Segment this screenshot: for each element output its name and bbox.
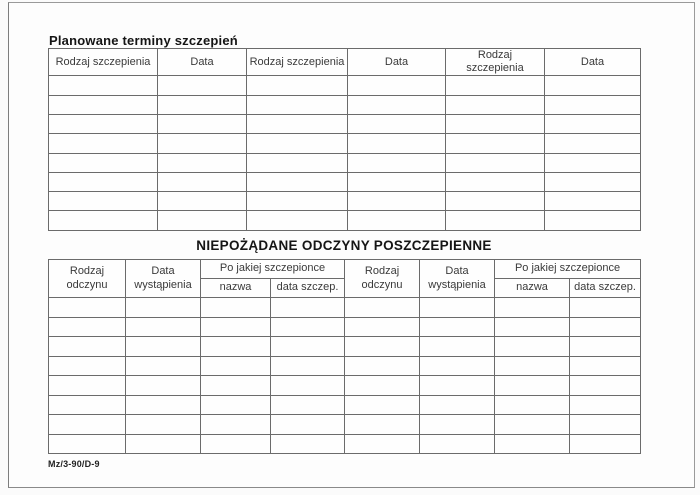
table-row bbox=[49, 192, 641, 211]
empty-cell bbox=[420, 356, 495, 376]
empty-cell bbox=[126, 434, 201, 454]
adverse-table-body bbox=[49, 298, 641, 454]
empty-cell bbox=[201, 395, 271, 415]
empty-cell bbox=[495, 298, 570, 318]
adverse-reactions-table bbox=[48, 259, 641, 454]
empty-cell bbox=[420, 415, 495, 435]
empty-cell bbox=[348, 114, 446, 133]
subcol-header-vaccine-name: nazwa bbox=[201, 279, 271, 298]
group-header-after-vaccine: Po jakiej szczepionce bbox=[495, 260, 641, 279]
planned-vaccinations-table bbox=[48, 48, 641, 231]
empty-cell bbox=[446, 153, 545, 172]
table-row bbox=[49, 356, 641, 376]
table-row bbox=[49, 395, 641, 415]
empty-cell bbox=[201, 434, 271, 454]
empty-cell bbox=[345, 395, 420, 415]
empty-cell bbox=[247, 95, 348, 114]
empty-cell bbox=[126, 317, 201, 337]
empty-cell bbox=[495, 356, 570, 376]
empty-cell bbox=[49, 298, 126, 318]
empty-cell bbox=[49, 376, 126, 396]
empty-cell bbox=[158, 76, 247, 95]
empty-cell bbox=[247, 114, 348, 133]
empty-cell bbox=[201, 415, 271, 435]
empty-cell bbox=[420, 376, 495, 396]
empty-cell bbox=[158, 95, 247, 114]
empty-cell bbox=[348, 76, 446, 95]
col-header-reaction-type: Rodzaj odczynu bbox=[345, 260, 420, 298]
empty-cell bbox=[348, 192, 446, 211]
empty-cell bbox=[49, 76, 158, 95]
table-row bbox=[49, 95, 641, 114]
empty-cell bbox=[570, 298, 641, 318]
empty-cell bbox=[420, 337, 495, 357]
empty-cell bbox=[49, 172, 158, 191]
empty-cell bbox=[247, 134, 348, 153]
empty-cell bbox=[247, 153, 348, 172]
empty-cell bbox=[49, 153, 158, 172]
empty-cell bbox=[570, 434, 641, 454]
empty-cell bbox=[49, 356, 126, 376]
empty-cell bbox=[348, 95, 446, 114]
empty-cell bbox=[446, 76, 545, 95]
empty-cell bbox=[570, 415, 641, 435]
empty-cell bbox=[345, 317, 420, 337]
empty-cell bbox=[570, 356, 641, 376]
table-row bbox=[49, 153, 641, 172]
empty-cell bbox=[446, 114, 545, 133]
subcol-header-vaccine-date: data szczep. bbox=[271, 279, 345, 298]
empty-cell bbox=[446, 172, 545, 191]
table-row bbox=[49, 337, 641, 357]
empty-cell bbox=[545, 192, 641, 211]
empty-cell bbox=[345, 376, 420, 396]
empty-cell bbox=[126, 376, 201, 396]
table-row bbox=[49, 415, 641, 435]
empty-cell bbox=[49, 415, 126, 435]
empty-cell bbox=[49, 211, 158, 230]
empty-cell bbox=[126, 395, 201, 415]
col-header-date: Data bbox=[158, 49, 247, 76]
table-row bbox=[49, 434, 641, 454]
empty-cell bbox=[348, 134, 446, 153]
empty-cell bbox=[345, 337, 420, 357]
empty-cell bbox=[49, 395, 126, 415]
empty-cell bbox=[49, 134, 158, 153]
empty-cell bbox=[49, 114, 158, 133]
empty-cell bbox=[495, 434, 570, 454]
empty-cell bbox=[570, 317, 641, 337]
empty-cell bbox=[420, 317, 495, 337]
empty-cell bbox=[201, 376, 271, 396]
empty-cell bbox=[158, 114, 247, 133]
col-header-reaction-type: Rodzaj odczynu bbox=[49, 260, 126, 298]
empty-cell bbox=[126, 415, 201, 435]
empty-cell bbox=[247, 172, 348, 191]
empty-cell bbox=[158, 192, 247, 211]
table-row bbox=[49, 317, 641, 337]
empty-cell bbox=[348, 172, 446, 191]
empty-cell bbox=[545, 153, 641, 172]
group-header-after-vaccine: Po jakiej szczepionce bbox=[201, 260, 345, 279]
col-header-occurrence-date: Data wystąpienia bbox=[126, 260, 201, 298]
col-header-vaccination-type: Rodzaj szczepienia bbox=[49, 49, 158, 76]
empty-cell bbox=[545, 76, 641, 95]
empty-cell bbox=[247, 192, 348, 211]
empty-cell bbox=[345, 415, 420, 435]
table-row bbox=[49, 134, 641, 153]
empty-cell bbox=[158, 172, 247, 191]
empty-cell bbox=[271, 337, 345, 357]
empty-cell bbox=[158, 153, 247, 172]
empty-cell bbox=[345, 298, 420, 318]
empty-cell bbox=[345, 356, 420, 376]
table-row bbox=[49, 172, 641, 191]
col-header-date: Data bbox=[348, 49, 446, 76]
empty-cell bbox=[420, 395, 495, 415]
empty-cell bbox=[158, 134, 247, 153]
empty-cell bbox=[420, 298, 495, 318]
empty-cell bbox=[420, 434, 495, 454]
empty-cell bbox=[348, 211, 446, 230]
empty-cell bbox=[446, 192, 545, 211]
planned-vaccinations-title: Planowane terminy szczepień bbox=[49, 33, 238, 48]
planned-table-header bbox=[49, 49, 641, 76]
empty-cell bbox=[271, 376, 345, 396]
empty-cell bbox=[345, 434, 420, 454]
form-code: Mz/3-90/D-9 bbox=[48, 459, 100, 469]
empty-cell bbox=[247, 76, 348, 95]
empty-cell bbox=[271, 395, 345, 415]
empty-cell bbox=[271, 356, 345, 376]
table-row bbox=[49, 76, 641, 95]
empty-cell bbox=[570, 376, 641, 396]
empty-cell bbox=[545, 95, 641, 114]
empty-cell bbox=[201, 356, 271, 376]
empty-cell bbox=[201, 298, 271, 318]
empty-cell bbox=[348, 153, 446, 172]
empty-cell bbox=[495, 395, 570, 415]
table-row bbox=[49, 376, 641, 396]
adverse-reactions-title: NIEPOŻĄDANE ODCZYNY POSZCZEPIENNE bbox=[196, 238, 492, 253]
empty-cell bbox=[158, 211, 247, 230]
empty-cell bbox=[49, 192, 158, 211]
empty-cell bbox=[545, 211, 641, 230]
empty-cell bbox=[201, 317, 271, 337]
empty-cell bbox=[126, 356, 201, 376]
subcol-header-vaccine-date: data szczep. bbox=[570, 279, 641, 298]
col-header-occurrence-date: Data wystąpienia bbox=[420, 260, 495, 298]
empty-cell bbox=[126, 337, 201, 357]
empty-cell bbox=[545, 114, 641, 133]
col-header-date: Data bbox=[545, 49, 641, 76]
empty-cell bbox=[126, 298, 201, 318]
empty-cell bbox=[271, 298, 345, 318]
table-row bbox=[49, 211, 641, 230]
planned-table-body bbox=[49, 76, 641, 230]
empty-cell bbox=[446, 211, 545, 230]
empty-cell bbox=[49, 317, 126, 337]
empty-cell bbox=[570, 395, 641, 415]
empty-cell bbox=[201, 337, 271, 357]
subcol-header-vaccine-name: nazwa bbox=[495, 279, 570, 298]
empty-cell bbox=[545, 172, 641, 191]
empty-cell bbox=[247, 211, 348, 230]
empty-cell bbox=[495, 376, 570, 396]
empty-cell bbox=[49, 337, 126, 357]
empty-cell bbox=[446, 95, 545, 114]
col-header-vaccination-type: Rodzaj szczepienia bbox=[247, 49, 348, 76]
empty-cell bbox=[495, 337, 570, 357]
empty-cell bbox=[545, 134, 641, 153]
empty-cell bbox=[271, 434, 345, 454]
empty-cell bbox=[49, 95, 158, 114]
empty-cell bbox=[570, 337, 641, 357]
table-row bbox=[49, 298, 641, 318]
empty-cell bbox=[495, 317, 570, 337]
empty-cell bbox=[446, 134, 545, 153]
empty-cell bbox=[49, 434, 126, 454]
empty-cell bbox=[271, 317, 345, 337]
adverse-table-header bbox=[49, 260, 641, 298]
col-header-vaccination-type: Rodzaj szczepienia bbox=[446, 49, 545, 76]
table-row bbox=[49, 114, 641, 133]
empty-cell bbox=[495, 415, 570, 435]
empty-cell bbox=[271, 415, 345, 435]
